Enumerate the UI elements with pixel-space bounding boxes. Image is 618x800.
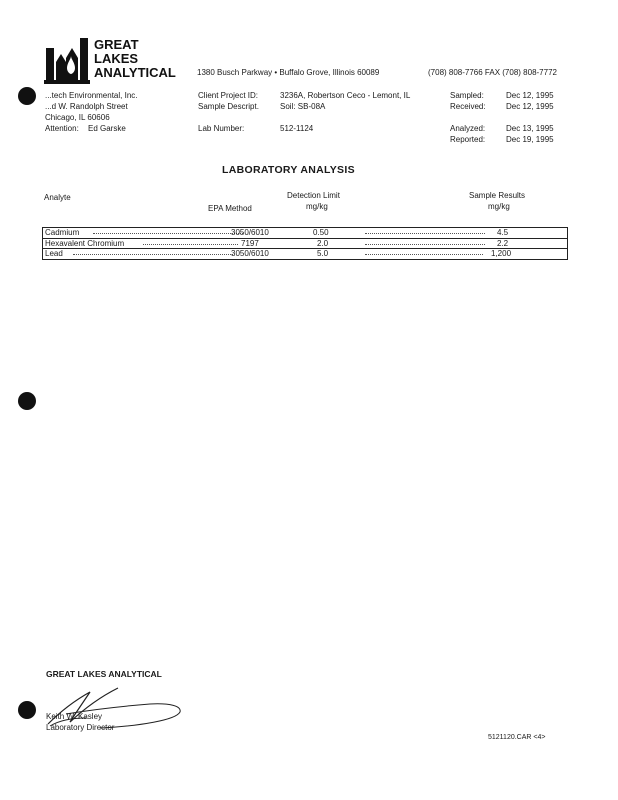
- result-cell: 2.2: [497, 238, 509, 248]
- attention-value: Ed Garske: [88, 124, 126, 133]
- column-header-analyte: Analyte: [44, 193, 71, 202]
- method-cell: 3050/6010: [231, 249, 269, 258]
- file-reference: 5121120.CAR <4>: [488, 734, 546, 741]
- footer-company: GREAT LAKES ANALYTICAL: [46, 669, 162, 679]
- report-title: LABORATORY ANALYSIS: [222, 164, 355, 176]
- project-id-value: 3236A, Robertson Ceco - Lemont, IL: [280, 91, 411, 100]
- signer-title: Laboratory Director: [46, 723, 115, 732]
- leader-dots: [365, 233, 485, 234]
- lab-number-label: Lab Number:: [198, 124, 245, 133]
- column-header-method: EPA Method: [208, 204, 252, 213]
- received-value: Dec 12, 1995: [506, 102, 554, 111]
- logo-line-3: ANALYTICAL: [94, 65, 176, 80]
- logo-line-1: GREAT: [94, 37, 139, 52]
- leader-dots: [365, 254, 483, 255]
- analyzed-value: Dec 13, 1995: [506, 124, 554, 133]
- punch-hole-top: [18, 87, 36, 105]
- column-header-results-unit: mg/kg: [488, 202, 510, 211]
- reported-value: Dec 19, 1995: [506, 135, 554, 144]
- table-row: [43, 248, 567, 259]
- client-city: Chicago, IL 60606: [45, 113, 110, 122]
- results-table: [42, 227, 568, 260]
- column-header-detection-unit: mg/kg: [306, 202, 328, 211]
- logo-mark-icon: [44, 38, 90, 84]
- attention-label: Attention:: [45, 124, 79, 133]
- signer-name: Keith W. Kasley: [46, 712, 103, 721]
- received-label: Received:: [450, 102, 486, 111]
- table-row: [43, 238, 567, 249]
- client-street: ...d W. Randolph Street: [45, 102, 128, 111]
- sample-descript-value: Soil: SB-08A: [280, 102, 326, 111]
- lab-phone-fax: (708) 808-7766 FAX (708) 808-7772: [428, 68, 557, 77]
- limit-cell: 2.0: [317, 238, 329, 248]
- leader-dots: [93, 233, 243, 234]
- analyte-cell: Hexavalent Chromium: [45, 238, 125, 248]
- client-name: ...tech Environmental, Inc.: [45, 91, 138, 100]
- analyzed-label: Analyzed:: [450, 124, 486, 133]
- table-row: [43, 228, 567, 238]
- leader-dots: [143, 244, 238, 245]
- leader-dots: [73, 254, 233, 255]
- logo-line-2: LAKES: [94, 51, 139, 66]
- punch-hole-middle: [18, 392, 36, 410]
- lab-address: 1380 Busch Parkway • Buffalo Grove, Illinois 60089: [197, 68, 380, 77]
- analyte-cell: Lead: [45, 249, 63, 258]
- project-id-label: Client Project ID:: [198, 91, 259, 100]
- reported-label: Reported:: [450, 135, 486, 144]
- sample-descript-label: Sample Descript.: [198, 102, 259, 111]
- method-cell: 7197: [241, 238, 259, 248]
- limit-cell: 0.50: [313, 228, 329, 237]
- column-header-results: Sample Results: [469, 191, 526, 200]
- leader-dots: [365, 244, 485, 245]
- limit-cell: 5.0: [317, 249, 329, 258]
- lab-number-value: 512-1124: [280, 124, 314, 133]
- result-cell: 4.5: [497, 228, 509, 237]
- company-logo: [44, 38, 184, 84]
- analyte-cell: Cadmium: [45, 228, 80, 237]
- column-header-detection: Detection Limit: [287, 191, 340, 200]
- sampled-label: Sampled:: [450, 91, 484, 100]
- result-cell: 1,200: [491, 249, 512, 258]
- sampled-value: Dec 12, 1995: [506, 91, 554, 100]
- method-cell: 3050/6010: [231, 228, 269, 237]
